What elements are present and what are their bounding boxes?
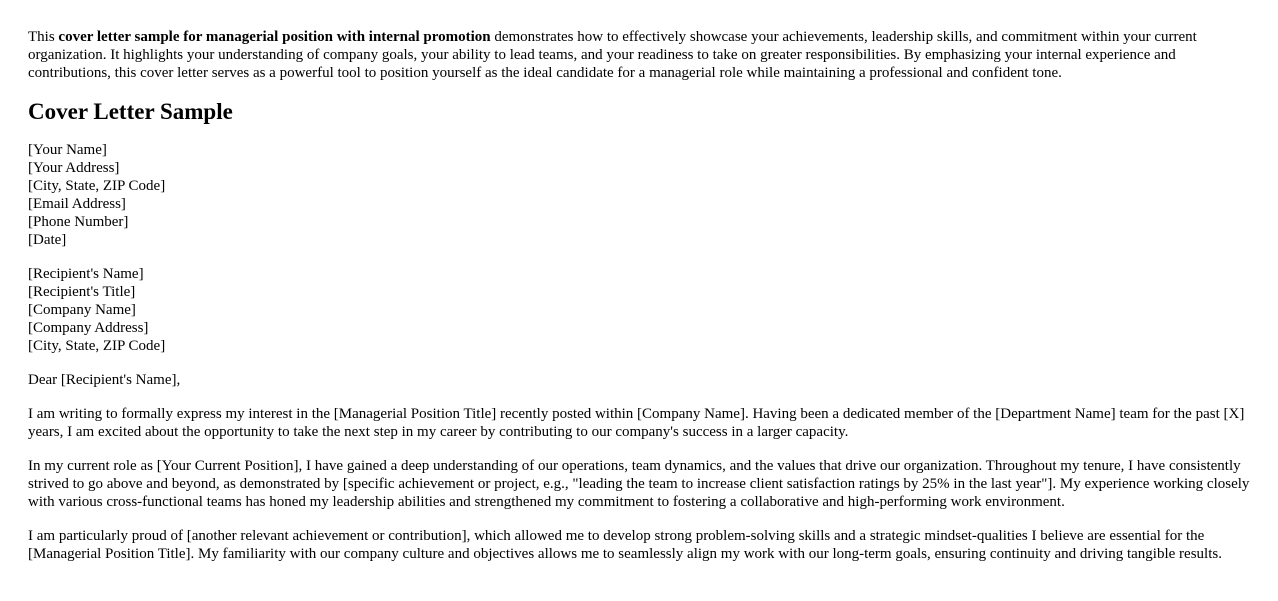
- intro-suffix: demonstrates how to effectively showcase your achievements, leadership skills, and commitment within your current organization. It highlights your understanding of company goals, your ability to lead teams, and your readiness to take on greater responsibilities. By emphasizing your internal experience and contributions, this cover letter serves as a powerful tool to position yourself as the ideal candidate for a managerial role while maintaining a professional and confident tone.: [28, 29, 1197, 81]
- recipient-city-state-zip: [City, State, ZIP Code]: [28, 338, 166, 354]
- letter-date: [Date]: [28, 232, 67, 248]
- body-paragraph: I am writing to formally express my interest in the [Managerial Position Title] recently posted within [Company Name]. Having been a dedicated member of the [Department Name] team for the past [X] years, I am excited about the opportunity to take the next step in my career by contributing to our company's success in a larger capacity.: [28, 406, 1245, 440]
- salutation: Dear [Recipient's Name],: [28, 372, 181, 388]
- sender-address: [Your Address]: [28, 160, 120, 176]
- intro-bold-phrase: cover letter sample for managerial position with internal promotion: [58, 29, 491, 45]
- sender-phone: [Phone Number]: [28, 214, 129, 230]
- recipient-name: [Recipient's Name]: [28, 266, 144, 282]
- recipient-address-block: [28, 265, 1250, 355]
- intro-prefix: This: [28, 29, 59, 45]
- body-paragraph: In my current role as [Your Current Position], I have gained a deep understanding of our operations, team dynamics, and the values that drive our organization. Throughout my tenure, I have consistently strived to go above and beyond, as demonstrated by [specific achievement or project, e.g., "leading the team to increase client satisfaction ratings by 25% in the last year"]. My experience working closely with various cross-functional teams has honed my leadership abilities and strengthened my commitment to fostering a collaborative and high-performing work environment.: [28, 458, 1250, 510]
- sender-name: [Your Name]: [28, 142, 107, 158]
- page-title: Cover Letter Sample: [28, 99, 233, 124]
- body-paragraph: I am particularly proud of [another relevant achievement or contribution], which allowed me to develop strong problem-solving skills and a strategic mindset-qualities I believe are essential for the [Managerial Position Title]. My familiarity with our company culture and objectives allows me to seamlessly align my work with our long-term goals, ensuring continuity and driving tangible results.: [28, 528, 1222, 562]
- recipient-company-address: [Company Address]: [28, 320, 149, 336]
- document-page: [28, 28, 1250, 579]
- recipient-title: [Recipient's Title]: [28, 284, 136, 300]
- sender-email: [Email Address]: [28, 196, 126, 212]
- sender-address-block: [28, 141, 1250, 249]
- intro-paragraph: [28, 28, 1250, 82]
- sender-city-state-zip: [City, State, ZIP Code]: [28, 178, 166, 194]
- recipient-company: [Company Name]: [28, 302, 136, 318]
